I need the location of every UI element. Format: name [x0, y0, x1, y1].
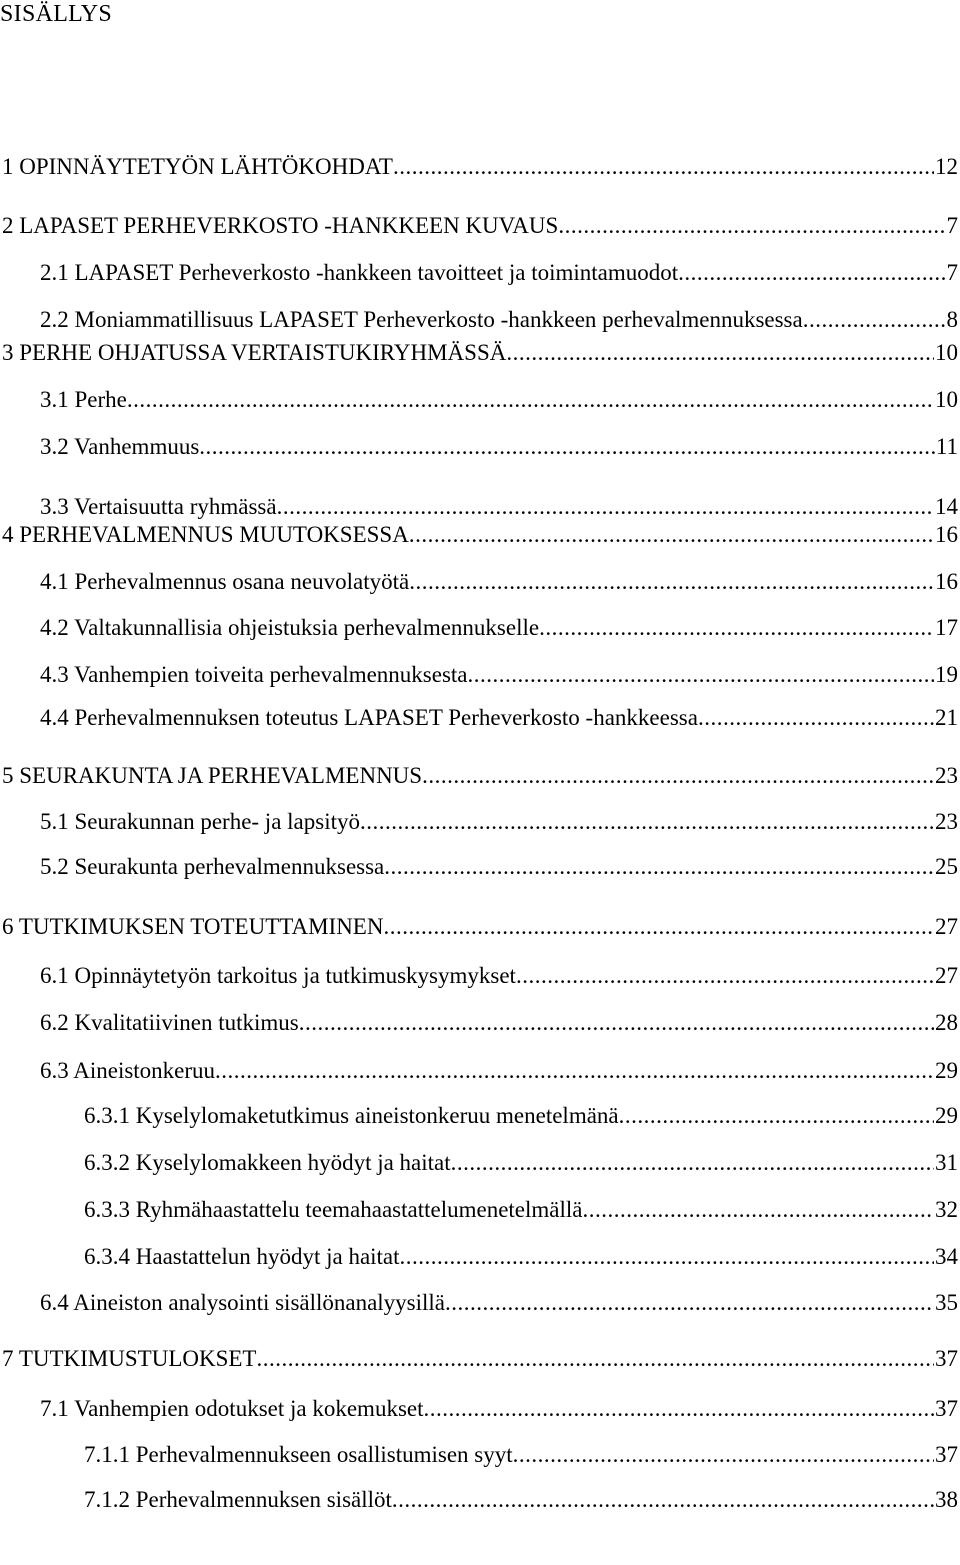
toc-entry[interactable]: [40, 807, 958, 837]
toc-dot-leader: [424, 1394, 935, 1424]
toc-entry[interactable]: [40, 1056, 958, 1086]
toc-dot-leader: [299, 1008, 934, 1038]
toc-entry-title: 7 TUTKIMUSTULOKSET: [2, 1346, 257, 1371]
toc-entry-title: 4.2 Valtakunnallisia ohjeistuksia perhevalmennukselle: [40, 615, 540, 640]
toc-dot-leader: [199, 432, 935, 462]
toc-entry-page: 11: [935, 434, 958, 459]
toc-dot-leader: [619, 1101, 934, 1131]
toc-entry-title: 3 PERHE OHJATUSSA VERTAISTUKIRYHMÄSSÄ: [2, 340, 507, 365]
toc-dot-leader: [409, 567, 934, 597]
toc-dot-leader: [392, 1485, 934, 1515]
toc-entry-page: 19: [935, 662, 958, 687]
toc-entry-title: 5.2 Seurakunta perhevalmennuksessa: [40, 854, 385, 879]
toc-entry[interactable]: [2, 152, 958, 182]
toc-dot-leader: [539, 613, 934, 643]
toc-entry-page: 29: [935, 1103, 958, 1128]
toc-dot-leader: [516, 961, 934, 991]
toc-dot-leader: [513, 1440, 934, 1470]
toc-entry-page: 37: [935, 1396, 958, 1421]
toc-entry[interactable]: [84, 1101, 958, 1131]
toc-entry[interactable]: [40, 961, 958, 991]
toc-entry-title: 2.1 LAPASET Perheverkosto -hankkeen tavoitteet ja toimintamuodot: [40, 260, 679, 285]
toc-entry-title: 5.1 Seurakunnan perhe- ja lapsityö: [40, 809, 360, 834]
toc-entry[interactable]: [40, 258, 958, 288]
toc-heading: SISÄLLYS: [0, 1, 113, 27]
toc-entry-title: 7.1.1 Perhevalmennukseen osallistumisen syyt: [84, 1442, 513, 1467]
toc-entry-title: 6.2 Kvalitatiivinen tutkimus: [40, 1010, 299, 1035]
toc-entry[interactable]: [40, 385, 958, 415]
toc-entry[interactable]: [84, 1440, 958, 1470]
toc-entry-title: 3.3 Vertaisuutta ryhmässä: [40, 494, 277, 519]
toc-entry-page: 10: [935, 340, 958, 365]
toc-entry-title: 6.3.2 Kyselylomakkeen hyödyt ja haitat: [84, 1150, 451, 1175]
toc-entry-title: 3.1 Perhe: [40, 387, 127, 412]
toc-entry-title: 4 PERHEVALMENNUS MUUTOKSESSA: [2, 522, 409, 547]
toc-entry-title: 6.3.4 Haastattelun hyödyt ja haitat: [84, 1244, 400, 1269]
toc-dot-leader: [400, 1242, 934, 1272]
toc-dot-leader: [256, 1344, 934, 1374]
toc-entry-page: 23: [935, 809, 958, 834]
toc-entry[interactable]: [40, 432, 958, 462]
toc-entry[interactable]: [40, 703, 958, 733]
toc-dot-leader: [127, 385, 934, 415]
toc-entry[interactable]: [2, 761, 958, 791]
toc-entry[interactable]: [84, 1242, 958, 1272]
toc-dot-leader: [360, 807, 934, 837]
toc-entry-page: 38: [935, 1487, 958, 1512]
toc-dot-leader: [678, 258, 945, 288]
toc-entry[interactable]: [40, 613, 958, 643]
toc-entry-title: 4.1 Perhevalmennus osana neuvolatyötä: [40, 569, 410, 594]
toc-entry-page: 10: [935, 387, 958, 412]
toc-entry[interactable]: [2, 338, 958, 368]
toc-entry[interactable]: [2, 912, 958, 942]
toc-entry-title: 7.1 Vanhempien odotukset ja kokemukset: [40, 1396, 424, 1421]
toc-entry-page: 34: [935, 1244, 958, 1269]
toc-entry[interactable]: [40, 660, 958, 690]
toc-entry-page: 21: [935, 705, 958, 730]
toc-entry-title: 3.2 Vanhemmuus: [40, 434, 200, 459]
toc-dot-leader: [451, 1148, 934, 1178]
toc-entry-page: 8: [946, 307, 958, 332]
toc-entry-title: 6.3 Aineistonkeruu: [40, 1058, 216, 1083]
toc-entry-page: 37: [935, 1346, 958, 1371]
toc-dot-leader: [698, 703, 934, 733]
toc-entry-page: 37: [935, 1442, 958, 1467]
toc-dot-leader: [215, 1056, 934, 1086]
toc-entry-page: 23: [935, 763, 958, 788]
toc-entry[interactable]: [40, 492, 958, 522]
toc-entry-title: 5 SEURAKUNTA JA PERHEVALMENNUS: [2, 763, 423, 788]
toc-entry[interactable]: [84, 1148, 958, 1178]
toc-entry-page: 16: [935, 522, 958, 547]
toc-entry-title: 7.1.2 Perhevalmennuksen sisällöt: [84, 1487, 392, 1512]
toc-entry-title: 6.1 Opinnäytetyön tarkoitus ja tutkimuskysymykset: [40, 963, 516, 988]
toc-dot-leader: [468, 660, 934, 690]
toc-entry[interactable]: [40, 1008, 958, 1038]
toc-entry-page: 7: [946, 213, 958, 238]
toc-entry[interactable]: [84, 1485, 958, 1515]
toc-entry-title: 6.3.1 Kyselylomaketutkimus aineistonkeruu menetelmänä: [84, 1103, 619, 1128]
toc-dot-leader: [583, 1195, 935, 1225]
toc-entry-page: 25: [935, 854, 958, 879]
toc-entry-page: 17: [935, 615, 958, 640]
toc-entry-title: 6.4 Aineiston analysointi sisällönanalyysillä: [40, 1290, 446, 1315]
toc-entry[interactable]: [40, 1288, 958, 1318]
toc-entry[interactable]: [2, 211, 958, 241]
toc-dot-leader: [422, 761, 934, 791]
toc-entry-title: 1 OPINNÄYTETYÖN LÄHTÖKOHDAT: [2, 154, 393, 179]
toc-entry-page: 31: [935, 1150, 958, 1175]
toc-entry-page: 32: [935, 1197, 958, 1222]
toc-entry-title: 4.3 Vanhempien toiveita perhevalmennuksesta: [40, 662, 468, 687]
toc-dot-leader: [445, 1288, 934, 1318]
toc-dot-leader: [384, 852, 934, 882]
toc-entry-title: 4.4 Perhevalmennuksen toteutus LAPASET Perheverkosto -hankkeessa: [40, 705, 698, 730]
toc-entry-page: 27: [935, 963, 958, 988]
toc-dot-leader: [383, 912, 934, 942]
toc-dot-leader: [277, 492, 934, 522]
toc-dot-leader: [393, 152, 934, 182]
toc-dot-leader: [506, 338, 934, 368]
toc-entry-page: 29: [935, 1058, 958, 1083]
toc-dot-leader: [409, 520, 934, 550]
toc-entry-page: 12: [935, 154, 958, 179]
toc-entry-title: 2 LAPASET PERHEVERKOSTO -HANKKEEN KUVAUS: [2, 213, 559, 238]
toc-entry-page: 27: [935, 914, 958, 939]
toc-entry-page: 28: [935, 1010, 958, 1035]
toc-entry-page: 35: [935, 1290, 958, 1315]
toc-entry-title: 6.3.3 Ryhmähaastattelu teemahaastattelumenetelmällä: [84, 1197, 583, 1222]
toc-entry[interactable]: [84, 1195, 958, 1225]
toc-entry[interactable]: [40, 567, 958, 597]
toc-entry[interactable]: [2, 1344, 958, 1374]
toc-entry-page: 14: [935, 494, 958, 519]
toc-entry[interactable]: [40, 852, 958, 882]
toc-entry[interactable]: [40, 1394, 958, 1424]
toc-entry-title: 6 TUTKIMUKSEN TOTEUTTAMINEN: [2, 914, 384, 939]
toc-entry[interactable]: [2, 520, 958, 550]
toc-dot-leader: [803, 305, 946, 335]
toc-entry[interactable]: [40, 305, 958, 335]
toc-entry-title: 2.2 Moniammatillisuus LAPASET Perheverkosto -hankkeen perhevalmennuksessa: [40, 307, 803, 332]
toc-dot-leader: [558, 211, 945, 241]
toc-entry-page: 7: [946, 260, 958, 285]
toc-entry-page: 16: [935, 569, 958, 594]
